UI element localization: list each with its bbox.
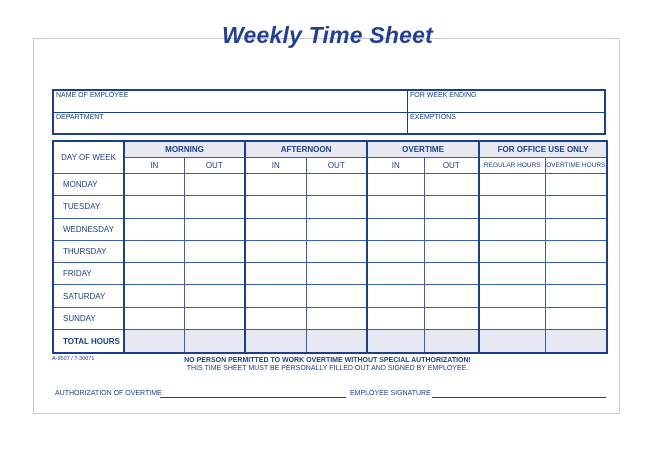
day-row	[53, 285, 607, 307]
overtime-notice: NO PERSON PERMITTED TO WORK OVERTIME WITHOUT SPECIAL AUTHORIZATION!	[184, 357, 471, 364]
time-entry-cell[interactable]	[424, 285, 479, 307]
time-entry-cell[interactable]	[306, 263, 367, 285]
employee-info-box	[52, 89, 606, 135]
time-entry-cell[interactable]	[424, 240, 479, 262]
time-entry-cell[interactable]	[245, 263, 306, 285]
total-hours-label: TOTAL HOURS	[53, 330, 124, 354]
divider	[54, 112, 604, 113]
time-entry-cell[interactable]	[367, 240, 424, 262]
day-of-week-header: DAY OF WEEK	[53, 141, 124, 174]
time-entry-cell[interactable]	[545, 240, 607, 262]
morning-out-header: OUT	[184, 158, 245, 174]
authorization-signature-line[interactable]	[160, 397, 346, 398]
total-cell[interactable]	[184, 330, 245, 354]
day-row	[53, 174, 607, 196]
time-entry-cell[interactable]	[424, 174, 479, 196]
overtime-out-header: OUT	[424, 158, 479, 174]
time-entry-cell[interactable]	[184, 263, 245, 285]
total-cell[interactable]	[479, 330, 545, 354]
time-entry-cell[interactable]	[124, 196, 184, 218]
day-row	[53, 240, 607, 262]
time-entry-cell[interactable]	[367, 263, 424, 285]
time-entry-cell[interactable]	[184, 218, 245, 240]
total-cell[interactable]	[424, 330, 479, 354]
time-entry-cell[interactable]	[124, 218, 184, 240]
time-entry-cell[interactable]	[424, 218, 479, 240]
timesheet-table	[52, 140, 608, 354]
total-cell[interactable]	[245, 330, 306, 354]
time-entry-cell[interactable]	[545, 285, 607, 307]
total-cell[interactable]	[306, 330, 367, 354]
time-entry-cell[interactable]	[545, 263, 607, 285]
time-entry-cell[interactable]	[245, 174, 306, 196]
time-entry-cell[interactable]	[124, 285, 184, 307]
regular-hours-header: REGULAR HOURS	[479, 158, 545, 174]
time-entry-cell[interactable]	[545, 196, 607, 218]
total-cell[interactable]	[367, 330, 424, 354]
total-cell[interactable]	[545, 330, 607, 354]
time-entry-cell[interactable]	[306, 196, 367, 218]
time-entry-cell[interactable]	[124, 263, 184, 285]
divider	[407, 91, 408, 133]
form-code: A-9507 / T-30071	[52, 356, 95, 362]
time-entry-cell[interactable]	[479, 240, 545, 262]
overtime-header: OVERTIME	[367, 141, 479, 158]
time-entry-cell[interactable]	[245, 285, 306, 307]
time-entry-cell[interactable]	[306, 285, 367, 307]
day-label: SUNDAY	[53, 307, 124, 329]
time-entry-cell[interactable]	[479, 285, 545, 307]
time-entry-cell[interactable]	[479, 196, 545, 218]
day-row	[53, 218, 607, 240]
name-of-employee-field[interactable]: NAME OF EMPLOYEE	[56, 92, 129, 99]
time-entry-cell[interactable]	[545, 307, 607, 329]
time-entry-cell[interactable]	[184, 307, 245, 329]
time-entry-cell[interactable]	[367, 285, 424, 307]
time-entry-cell[interactable]	[306, 174, 367, 196]
time-entry-cell[interactable]	[184, 196, 245, 218]
office-use-header: FOR OFFICE USE ONLY	[479, 141, 607, 158]
time-entry-cell[interactable]	[545, 218, 607, 240]
morning-in-header: IN	[124, 158, 184, 174]
time-entry-cell[interactable]	[306, 240, 367, 262]
day-label: TUESDAY	[53, 196, 124, 218]
department-field[interactable]: DEPARTMENT	[56, 114, 104, 121]
authorization-of-overtime-label: AUTHORIZATION OF OVERTIME	[55, 390, 162, 397]
time-entry-cell[interactable]	[367, 307, 424, 329]
time-entry-cell[interactable]	[479, 263, 545, 285]
afternoon-in-header: IN	[245, 158, 306, 174]
day-row	[53, 196, 607, 218]
form-title: Weekly Time Sheet	[222, 22, 433, 48]
time-entry-cell[interactable]	[306, 307, 367, 329]
employee-signature-line[interactable]	[432, 397, 606, 398]
time-entry-cell[interactable]	[245, 218, 306, 240]
afternoon-header: AFTERNOON	[245, 141, 367, 158]
time-entry-cell[interactable]	[306, 218, 367, 240]
time-entry-cell[interactable]	[124, 174, 184, 196]
afternoon-out-header: OUT	[306, 158, 367, 174]
signature-notice: THIS TIME SHEET MUST BE PERSONALLY FILLED OUT AND SIGNED BY EMPLOYEE.	[186, 365, 469, 372]
day-label: THURSDAY	[53, 240, 124, 262]
time-entry-cell[interactable]	[424, 263, 479, 285]
time-entry-cell[interactable]	[479, 218, 545, 240]
day-row	[53, 307, 607, 329]
time-entry-cell[interactable]	[367, 174, 424, 196]
overtime-hours-header: OVERTIME HOURS	[545, 158, 607, 174]
for-week-ending-field[interactable]: FOR WEEK ENDING	[410, 92, 477, 99]
day-label: WEDNESDAY	[53, 218, 124, 240]
day-label: SATURDAY	[53, 285, 124, 307]
time-entry-cell[interactable]	[424, 307, 479, 329]
day-label: MONDAY	[53, 174, 124, 196]
day-label: FRIDAY	[53, 263, 124, 285]
time-entry-cell[interactable]	[545, 174, 607, 196]
day-row	[53, 263, 607, 285]
overtime-in-header: IN	[367, 158, 424, 174]
exemptions-field[interactable]: EXEMPTIONS	[410, 114, 456, 121]
time-entry-cell[interactable]	[245, 307, 306, 329]
time-entry-cell[interactable]	[124, 307, 184, 329]
total-cell[interactable]	[124, 330, 184, 354]
time-entry-cell[interactable]	[479, 174, 545, 196]
time-entry-cell[interactable]	[245, 240, 306, 262]
time-entry-cell[interactable]	[367, 196, 424, 218]
time-entry-cell[interactable]	[184, 285, 245, 307]
employee-signature-label: EMPLOYEE SIGNATURE	[350, 390, 431, 397]
time-entry-cell[interactable]	[184, 240, 245, 262]
time-entry-cell[interactable]	[245, 196, 306, 218]
time-entry-cell[interactable]	[424, 196, 479, 218]
time-entry-cell[interactable]	[479, 307, 545, 329]
time-entry-cell[interactable]	[367, 218, 424, 240]
time-entry-cell[interactable]	[124, 240, 184, 262]
morning-header: MORNING	[124, 141, 245, 158]
time-entry-cell[interactable]	[184, 174, 245, 196]
